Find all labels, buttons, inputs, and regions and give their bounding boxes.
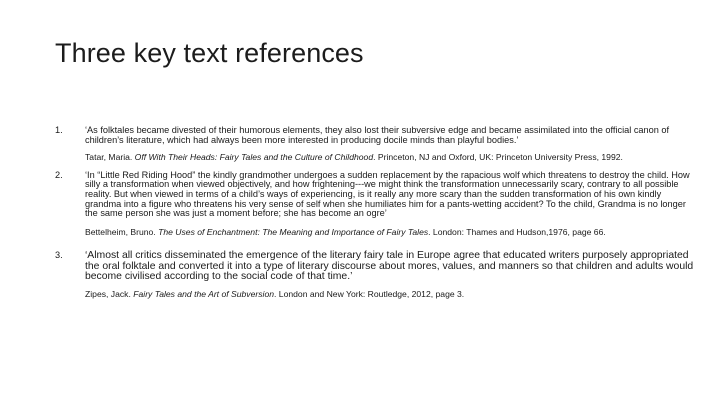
reference-citation [85, 228, 695, 238]
reference-number: 1. [55, 125, 63, 135]
citation-work-title: Off With Their Heads: Fairy Tales and the Culture of Childhood [134, 152, 374, 163]
reference-item [55, 126, 695, 163]
citation-author: Bettelheim, Bruno. [85, 226, 159, 237]
reference-quote: ‘Almost all critics disseminated the emergence of the literary fairy tale in Europe agree that educated writers purposely appropriated the oral folktale and converted it into a type of literary discourse about mores, values, and manners so that children and adults would become civilised according to the social code of that time.’ [85, 250, 694, 282]
reference-quote: ‘In “Little Red Riding Hood” the kindly grandmother undergoes a sudden replacement by the rapacious wolf which threatens to destroy the child. How silly a transformation when viewed objectively, and how frightening---we might think the transformation unnecessarily scary, contrary to all possible reality. But when viewed in terms of a child’s ways of experiencing, is it really any more scary than the sudden transformation of his own kindly grandma into a figure who threatens his very sense of self when she humiliates him for a pants-wetting accident? To the child, Grandma is no longer the same person she was just a moment before; she has become an ogre’ [85, 169, 690, 219]
citation-work-title: The Uses of Enchantment: The Meaning and Importance of Fairy Tales [158, 226, 429, 237]
reference-quote: ‘As folktales became divested of their humorous elements, they also lost their subversive edge and became assimilated into the official canon of children’s literature, which had always been more interested in producing docile minds than playful bodies.’ [85, 125, 670, 145]
citation-author: Zipes, Jack. [85, 288, 134, 299]
reference-item [55, 251, 695, 299]
citation-details: . London: Thames and Hudson,1976, page 66. [428, 226, 606, 237]
reference-citation [85, 153, 695, 163]
reference-item [55, 171, 695, 238]
citation-author: Tatar, Maria. [85, 152, 135, 163]
reference-citation [85, 290, 695, 300]
citation-details: . Princeton, NJ and Oxford, UK: Princeton University Press, 1992. [373, 152, 623, 163]
reference-number: 2. [55, 169, 63, 180]
citation-details: . London and New York: Routledge, 2012, page 3. [274, 288, 465, 299]
reference-list [55, 126, 695, 300]
slide-title: Three key text references [55, 38, 364, 68]
citation-work-title: Fairy Tales and the Art of Subversion [133, 288, 275, 299]
reference-number: 3. [55, 250, 63, 261]
